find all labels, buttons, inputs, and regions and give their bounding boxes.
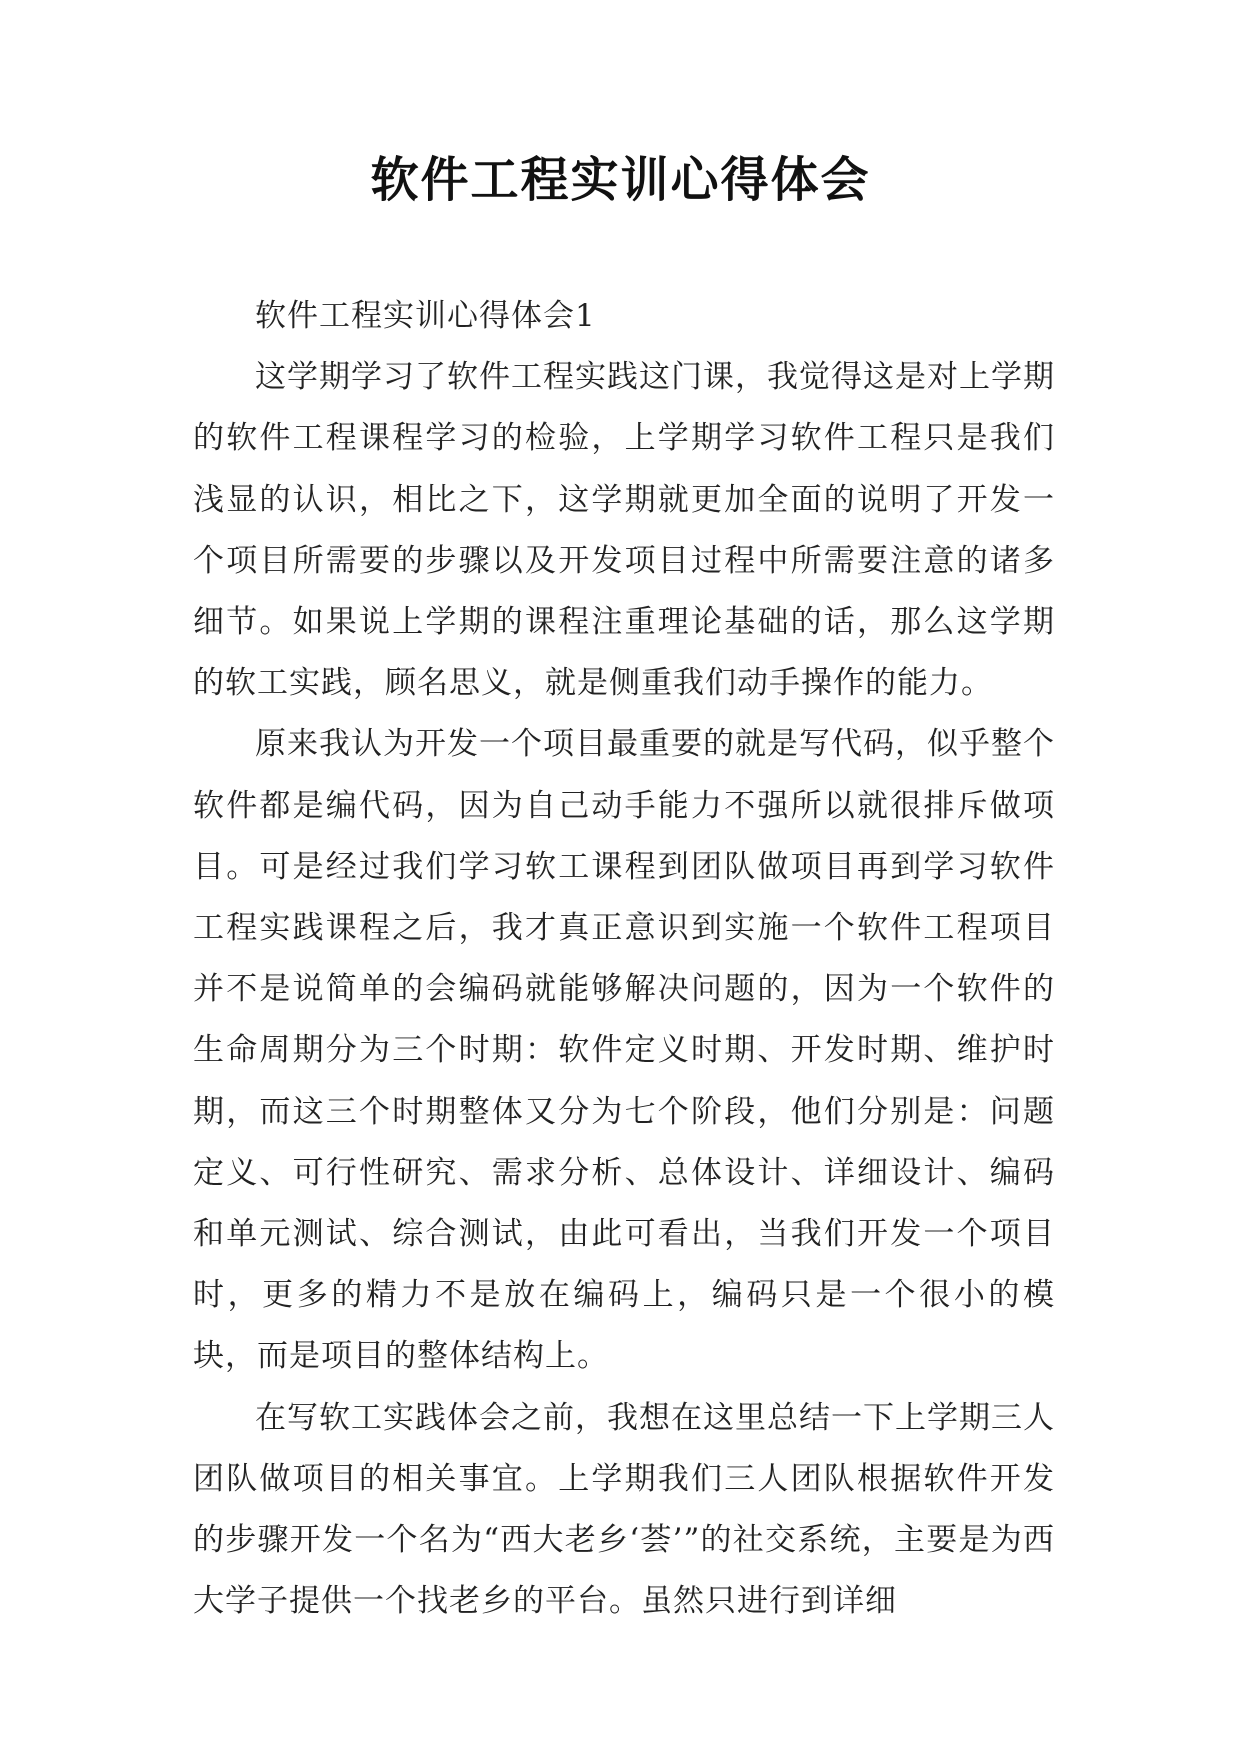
section-heading: 软件工程实训心得体会1 <box>255 298 596 334</box>
paragraph: 原来我认为开发一个项目最重要的就是写代码，似乎整个软件都是编代码，因为自己动手能力不强所以就很排斥做项目。可是经过我们学习软工课程到团队做项目再到学习软件工程实践课程之后，我才真正意识到实施一个软件工程项目并不是说简单的会编码就能够解决问题的，因为一个软件的生命周期分为三个时期：软件定义时期、开发时期、维护时期，而这三个时期整体又分为七个阶段，他们分别是：问题定义、可行性研究、需求分析、总体设计、详细设计、编码和单元测试、综合测试，由此可看出，当我们开发一个项目时，更多的精力不是放在编码上，编码只是一个很小的模块，而是项目的整体结构上。 <box>193 726 1055 1375</box>
document-body <box>193 286 1055 1632</box>
paragraph: 这学期学习了软件工程实践这门课，我觉得这是对上学期的软件工程课程学习的检验，上学期学习软件工程只是我们浅显的认识，相比之下，这学期就更加全面的说明了开发一个项目所需要的步骤以及开发项目过程中所需要注意的诸多细节。如果说上学期的课程注重理论基础的话，那么这学期的软工实践，顾名思义，就是侧重我们动手操作的能力。 <box>193 359 1055 702</box>
paragraph: 在写软工实践体会之前，我想在这里总结一下上学期三人团队做项目的相关事宜。上学期我们三人团队根据软件开发的步骤开发一个名为“西大老乡‘荟’”的社交系统，主要是为西大学子提供一个找老乡的平台。虽然只进行到详细 <box>193 1399 1055 1620</box>
document-title: 软件工程实训心得体会 <box>370 152 871 208</box>
